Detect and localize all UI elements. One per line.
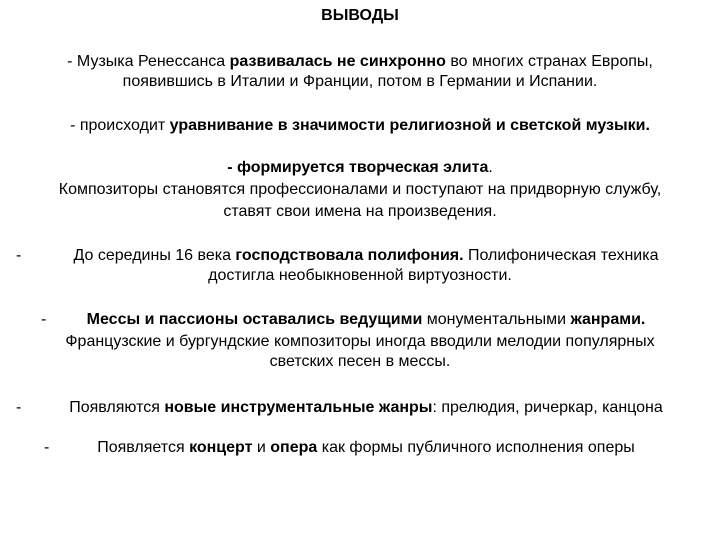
conclusion-5-text-b: монументальными: [422, 311, 571, 328]
conclusion-5-emphasis-genres: жанрами.: [570, 311, 646, 328]
conclusion-7-text-a: Появляется: [97, 439, 190, 456]
conclusion-4-emphasis: господствовала полифония.: [235, 247, 464, 264]
conclusion-4-line-1: [0, 246, 720, 266]
conclusion-5-line-3: [0, 352, 720, 372]
conclusion-1-text-a: - Музыка Ренессанса: [67, 53, 230, 70]
conclusion-6-line-1: [0, 398, 720, 418]
conclusion-5-line-2: [0, 332, 720, 352]
conclusion-5-line-1: [0, 310, 720, 330]
conclusion-7-text-e: как формы публичного исполнения оперы: [317, 439, 635, 456]
conclusion-6-text-a: Появляются: [69, 399, 165, 416]
conclusion-3-line-3: [0, 202, 720, 222]
conclusion-7-emphasis-opera: опера: [270, 439, 318, 456]
conclusion-4-text-c: Полифоническая техника: [463, 247, 659, 264]
conclusion-1-text-c: во многих странах Европы,: [445, 53, 653, 70]
conclusion-1-line-2: [0, 72, 720, 92]
conclusion-5-emphasis: Мессы и пассионы оставались ведущими: [86, 311, 423, 328]
conclusion-1-line-1: [0, 52, 720, 72]
conclusion-3-line-2: [0, 180, 720, 200]
conclusion-3-text-b: .: [488, 159, 493, 176]
conclusion-5-text-d: Французские и бургундские композиторы иногда вводили мелодии популярных: [65, 333, 655, 350]
conclusion-6-dash: -: [16, 399, 22, 416]
conclusion-5-text-e: светских песен в мессы.: [269, 353, 451, 370]
conclusion-7-line-1: [0, 438, 720, 458]
slide-title: ВЫВОДЫ: [321, 7, 399, 24]
conclusion-6-emphasis: новые инструментальные жанры: [164, 399, 433, 416]
conclusion-2-line-1: [0, 116, 720, 136]
conclusion-5-dash: -: [41, 311, 47, 328]
conclusion-6-text-c: : прелюдия, ричеркар, канцона: [432, 399, 663, 416]
conclusion-4-text-d: достигла необыкновенной виртуозности.: [208, 267, 512, 284]
conclusion-4-text-a: До середины 16 века: [73, 247, 236, 264]
conclusion-4-dash: -: [16, 247, 22, 264]
conclusion-2-text-a: - происходит: [70, 117, 170, 134]
conclusion-7-text-c: и: [252, 439, 271, 456]
conclusion-7-emphasis-concert: концерт: [189, 439, 253, 456]
conclusion-1-text-d: появившись в Италии и Франции, потом в Германии и Испании.: [122, 73, 598, 90]
conclusion-3-text-d: ставят свои имена на произведения.: [223, 203, 497, 220]
conclusion-2-emphasis: уравнивание в значимости религиозной и светской музыки.: [169, 117, 650, 134]
conclusion-3-text-c: Композиторы становятся профессионалами и поступают на придворную службу,: [58, 181, 662, 198]
conclusion-1-emphasis: развивалась не синхронно: [229, 53, 446, 70]
conclusion-3-emphasis: - формируется творческая элита: [227, 159, 489, 176]
conclusion-3-line-1: [0, 158, 720, 178]
conclusion-4-line-2: [0, 266, 720, 286]
conclusion-7-dash: -: [44, 439, 50, 456]
